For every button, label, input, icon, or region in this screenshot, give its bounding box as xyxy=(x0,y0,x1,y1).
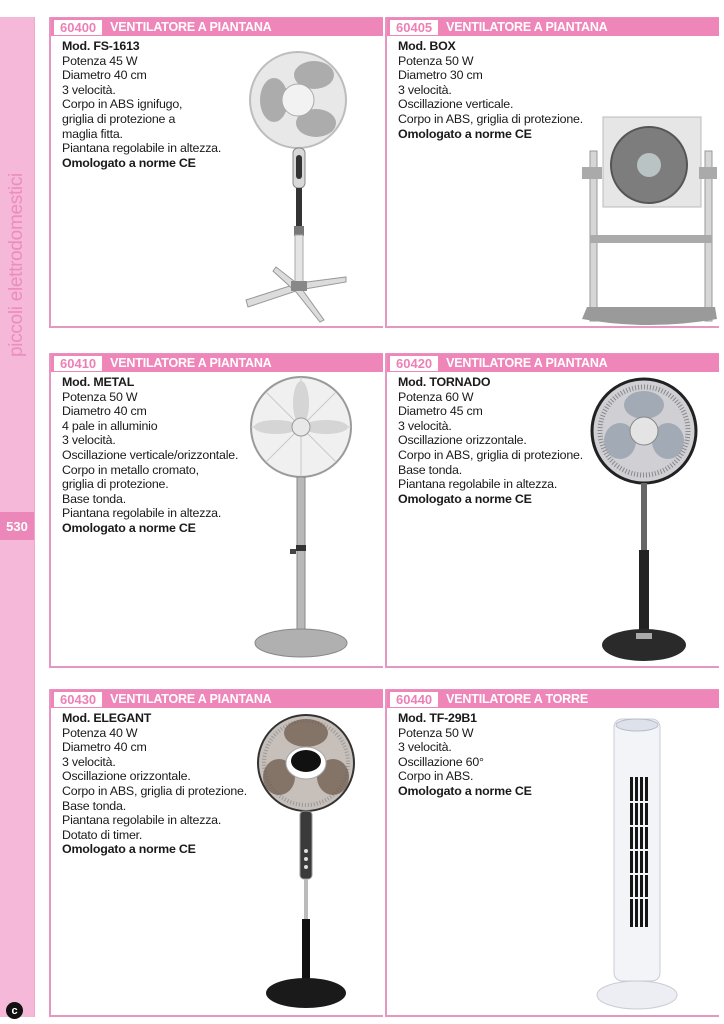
spec-line: Base tonda. xyxy=(62,491,126,506)
product-category: VENTILATORE A TORRE xyxy=(446,692,588,706)
tower-fan-image xyxy=(592,717,682,1012)
product-category: VENTILATORE A PIANTANA xyxy=(110,356,272,370)
spec-line: Base tonda. xyxy=(62,798,126,813)
spec-line: Piantana regolabile in altezza. xyxy=(62,141,222,156)
product-card-60405 xyxy=(385,17,719,328)
product-card-60440 xyxy=(385,689,719,1017)
pedestal-fan-image xyxy=(236,45,356,325)
spec-line: 4 pale in alluminio xyxy=(62,418,158,433)
certification: Omologato a norme CE xyxy=(398,491,532,506)
product-model: Mod. TORNADO xyxy=(398,375,491,389)
product-model: Mod. ELEGANT xyxy=(62,711,152,725)
elegant-fan-image xyxy=(251,711,361,1011)
certification: Omologato a norme CE xyxy=(398,126,532,141)
spec-line: Potenza 50 W xyxy=(398,53,474,68)
chrome-fan-image xyxy=(246,375,356,663)
spec-line: Oscillazione orizzontale. xyxy=(398,433,527,448)
product-model: Mod. METAL xyxy=(62,375,135,389)
spec-line: Corpo in ABS, griglia di protezione. xyxy=(398,447,583,462)
product-description xyxy=(398,375,583,506)
product-model: Mod. BOX xyxy=(398,39,456,53)
product-code: 60400 xyxy=(54,20,102,35)
page-number: 530 xyxy=(0,512,34,540)
product-model: Mod. FS-1613 xyxy=(62,39,140,53)
spec-line: Diametro 40 cm xyxy=(62,404,147,419)
product-description xyxy=(62,711,247,857)
product-card-60430 xyxy=(49,689,383,1017)
product-category: VENTILATORE A PIANTANA xyxy=(110,692,272,706)
spec-line: Potenza 60 W xyxy=(398,389,474,404)
box-fan-image xyxy=(577,109,717,329)
product-code: 60420 xyxy=(390,356,438,371)
product-header xyxy=(387,689,719,708)
spec-line: griglia di protezione a xyxy=(62,111,176,126)
product-header xyxy=(387,17,719,36)
product-card-60420 xyxy=(385,353,719,668)
spec-line: Piantana regolabile in altezza. xyxy=(62,813,222,828)
spec-line: Corpo in metallo cromato, xyxy=(62,462,199,477)
spec-line: Corpo in ABS, griglia di protezione. xyxy=(398,111,583,126)
spec-line: Oscillazione orizzontale. xyxy=(62,769,191,784)
spec-line: Diametro 40 cm xyxy=(62,740,147,755)
spec-line: 3 velocità. xyxy=(62,754,116,769)
spec-line: 3 velocità. xyxy=(62,433,116,448)
spec-line: 3 velocità. xyxy=(398,82,452,97)
spec-line: Oscillazione verticale. xyxy=(398,97,514,112)
spec-line: Oscillazione verticale/orizzontale. xyxy=(62,447,239,462)
spec-line: Corpo in ABS, griglia di protezione. xyxy=(62,783,247,798)
spec-line: 3 velocità. xyxy=(62,82,116,97)
copyright-icon: c xyxy=(6,1002,23,1019)
black-fan-image xyxy=(582,375,702,665)
spec-line: griglia di protezione. xyxy=(62,477,169,492)
spec-line: Diametro 45 cm xyxy=(398,404,483,419)
spec-line: Piantana regolabile in altezza. xyxy=(398,477,558,492)
product-category: VENTILATORE A PIANTANA xyxy=(110,20,272,34)
spec-line: Diametro 30 cm xyxy=(398,68,483,83)
spec-line: Piantana regolabile in altezza. xyxy=(62,506,222,521)
spec-line: maglia fitta. xyxy=(62,126,123,141)
product-header xyxy=(51,17,383,36)
spec-line: Diametro 40 cm xyxy=(62,68,147,83)
product-code: 60410 xyxy=(54,356,102,371)
product-model: Mod. TF-29B1 xyxy=(398,711,477,725)
section-title xyxy=(0,157,34,372)
product-code: 60440 xyxy=(390,692,438,707)
certification: Omologato a norme CE xyxy=(62,842,196,857)
spec-line: Potenza 40 W xyxy=(62,725,138,740)
product-header xyxy=(387,353,719,372)
product-card-60410 xyxy=(49,353,383,668)
spec-line: Corpo in ABS. xyxy=(398,769,474,784)
spec-line: Corpo in ABS ignifugo, xyxy=(62,97,183,112)
product-header xyxy=(51,689,383,708)
spec-line: Potenza 50 W xyxy=(398,725,474,740)
product-header xyxy=(51,353,383,372)
product-code: 60405 xyxy=(390,20,438,35)
certification: Omologato a norme CE xyxy=(62,155,196,170)
product-category: VENTILATORE A PIANTANA xyxy=(446,20,608,34)
product-description xyxy=(62,39,221,170)
product-category: VENTILATORE A PIANTANA xyxy=(446,356,608,370)
spec-line: Base tonda. xyxy=(398,462,462,477)
product-code: 60430 xyxy=(54,692,102,707)
spec-line: 3 velocità. xyxy=(398,418,452,433)
certification: Omologato a norme CE xyxy=(62,520,196,535)
section-title-text: piccoli elettrodomestici xyxy=(6,172,27,357)
spec-line: Potenza 50 W xyxy=(62,389,138,404)
spec-line: 3 velocità. xyxy=(398,740,452,755)
spec-line: Oscillazione 60° xyxy=(398,754,484,769)
product-description xyxy=(398,39,583,141)
spec-line: Potenza 45 W xyxy=(62,53,138,68)
spec-line: Dotato di timer. xyxy=(62,827,143,842)
sidebar-band xyxy=(0,17,35,1017)
certification: Omologato a norme CE xyxy=(398,783,532,798)
product-description xyxy=(62,375,238,536)
product-card-60400 xyxy=(49,17,383,328)
product-description xyxy=(398,711,532,799)
